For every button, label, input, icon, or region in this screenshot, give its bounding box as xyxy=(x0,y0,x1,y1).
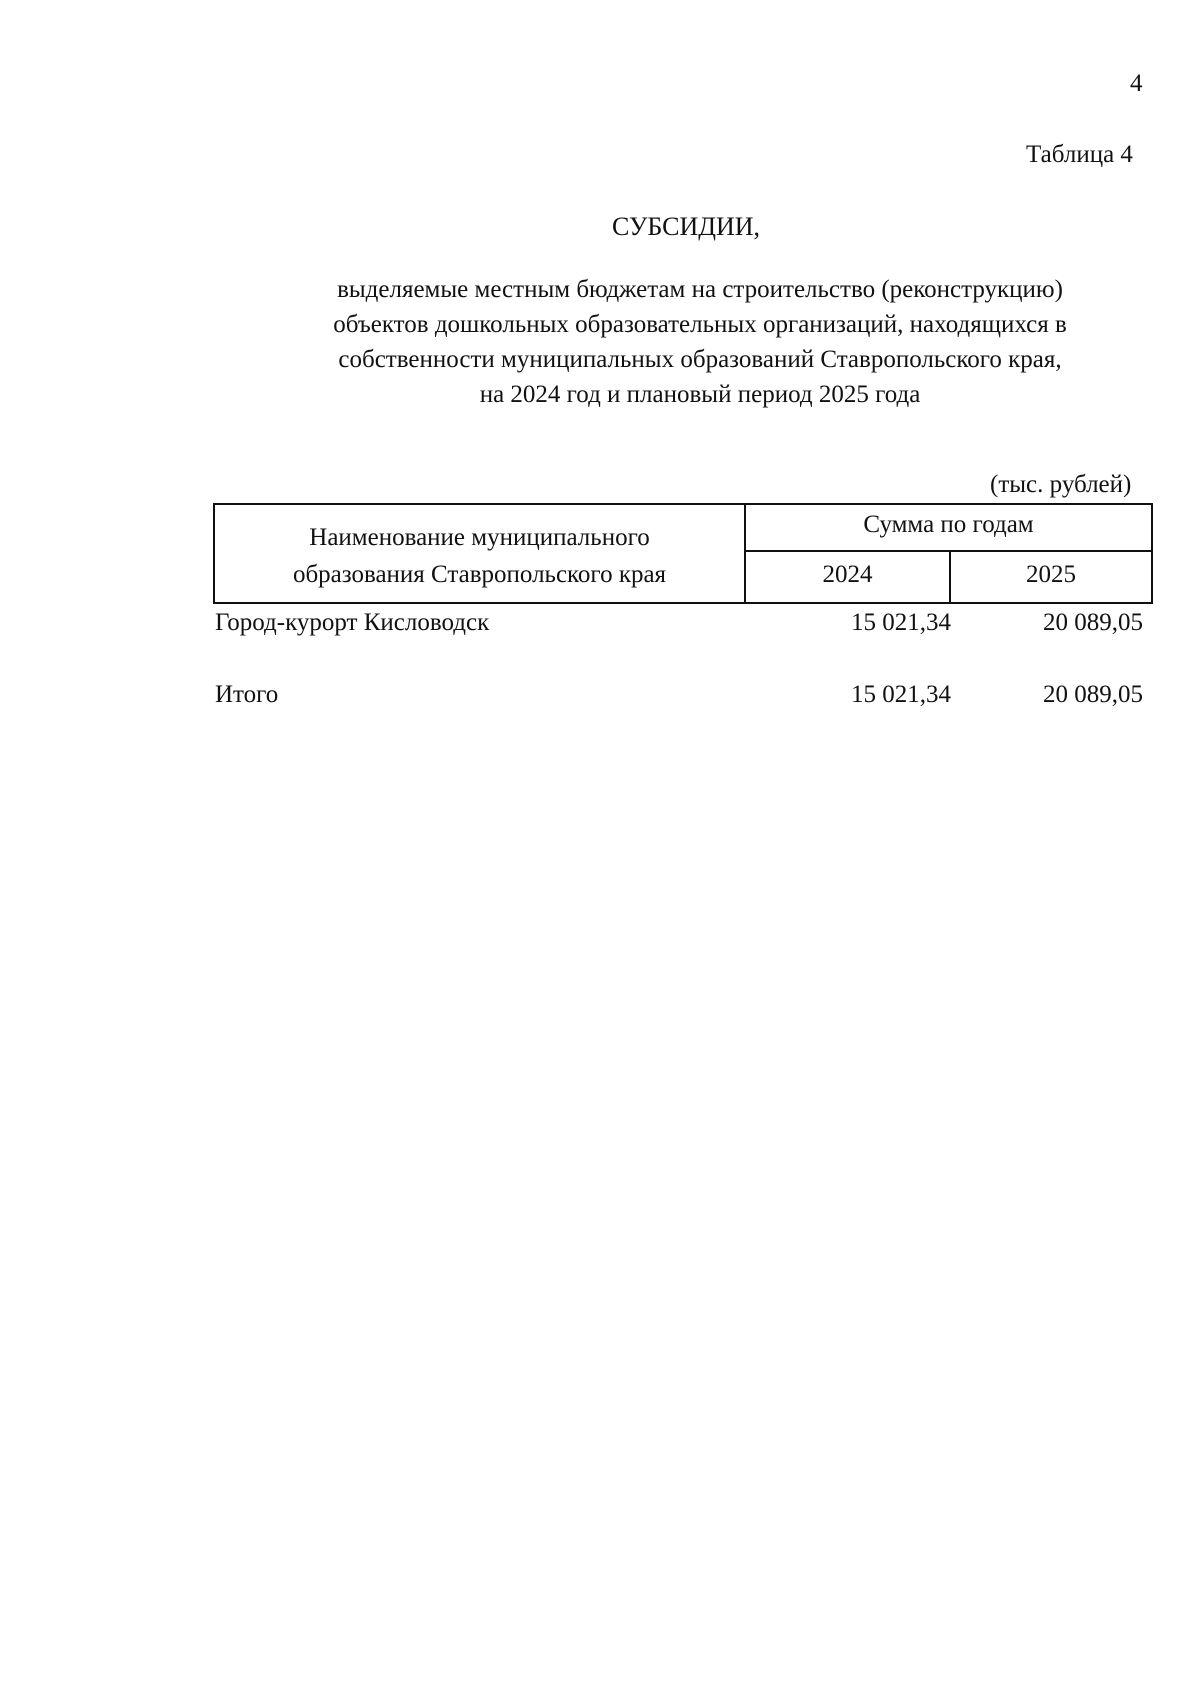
subtitle-line: на 2024 год и плановый период 2025 года xyxy=(479,381,921,408)
header-name-column xyxy=(215,519,744,593)
table-row xyxy=(215,609,1151,643)
row-value-2025: 20 089,05 xyxy=(1043,609,1143,636)
row-value-2024: 15 021,34 xyxy=(851,609,951,636)
header-year-2024: 2024 xyxy=(822,561,873,588)
subtitle-line: выделяемые местным бюджетам на строительство (реконструкцию) xyxy=(337,276,1063,303)
header-name-line: образования Ставропольского края xyxy=(292,561,667,588)
table-total-row xyxy=(215,681,1151,715)
page-number: 4 xyxy=(1130,70,1143,97)
header-sum-by-years: Сумма по годам xyxy=(863,511,1034,538)
table-divider xyxy=(744,550,1151,552)
table-label: Таблица 4 xyxy=(1026,141,1133,168)
total-label: Итого xyxy=(215,681,279,708)
total-value-2025: 20 089,05 xyxy=(1043,681,1143,708)
subtitle-line: собственности муниципальных образований Ставропольского края, xyxy=(338,346,1062,373)
document-subtitle xyxy=(220,272,1180,412)
subtitle-line: объектов дошкольных образовательных организаций, находящихся в xyxy=(333,311,1067,338)
unit-note: (тыс. рублей) xyxy=(990,471,1132,498)
header-year-2025: 2025 xyxy=(1026,561,1076,588)
table-header xyxy=(213,503,1153,604)
row-municipality-name: Город-курорт Кисловодск xyxy=(215,609,490,636)
document-title: СУБСИДИИ, xyxy=(611,212,761,241)
header-name-line: Наименование муниципального xyxy=(309,524,650,551)
total-value-2024: 15 021,34 xyxy=(851,681,951,708)
